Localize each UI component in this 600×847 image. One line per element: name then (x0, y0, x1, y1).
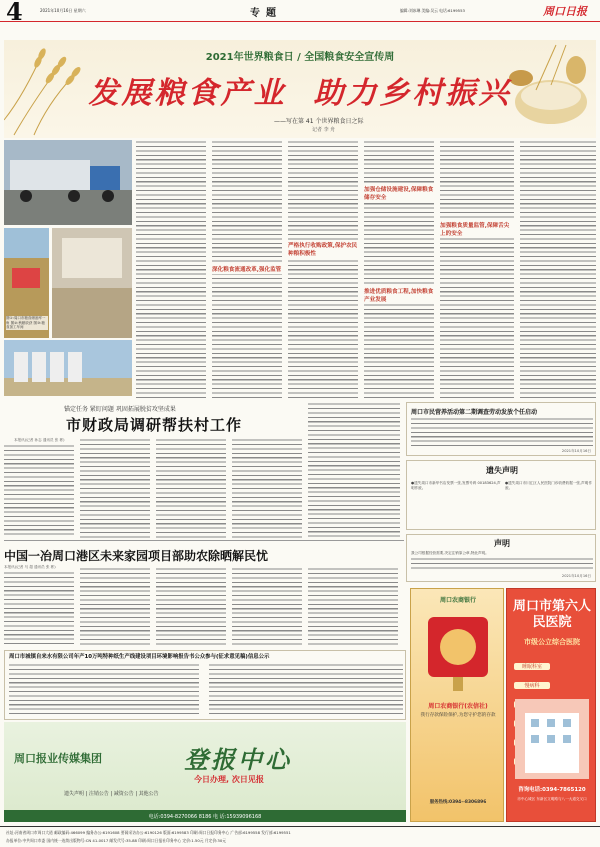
hospital-name: 周口市第六人民医院 (512, 599, 591, 630)
feature-subhead: 加强粮食质量监管,保障舌尖上的安全 (440, 220, 514, 238)
article-body-col (4, 444, 74, 538)
article-body-col (156, 438, 226, 538)
hospital-building-illustration (515, 699, 589, 779)
feature-body (136, 140, 596, 398)
feature-subhead: 深化粮食流通改革,强化监管 (212, 264, 282, 274)
ad-title: 登报中心 (184, 745, 292, 774)
feature-tagline: 2021年世界粮食日 / 全国粮食安全宣传周 (205, 52, 395, 63)
notice-item: ●遗失周口市新华书店发票一张,发票号码 00183624,声明作废。 (411, 481, 501, 490)
feature-photo-column (4, 140, 132, 398)
feature-banner (4, 40, 596, 138)
notice-title: 声明 (494, 539, 510, 548)
lantern-illustration (423, 607, 493, 697)
bank-ad (410, 588, 504, 822)
article-byline: 本报讯(记者 马 超 通讯员 张 彬) (4, 565, 56, 569)
notice-title: 周口市民营养活动第二期调查劳动发放个任启动 (411, 409, 538, 416)
service-badge: 睡眠科室 (514, 663, 550, 670)
feature-subhead: 加强仓储设施建设,保障粮食储存安全 (364, 184, 434, 202)
notice-declaration (406, 534, 596, 582)
notice-loss-statement (406, 460, 596, 530)
article-harbor-project (4, 540, 404, 648)
article-body-col (80, 567, 150, 645)
paper-logo: 周口日报 (543, 5, 587, 18)
feature-body-col-5 (440, 140, 514, 398)
notice-body (209, 663, 403, 717)
feature-subhead: 推进优质粮食工程,加快粮食产业发展 (364, 286, 434, 304)
notice-date: 2021年10月16日 (561, 574, 591, 578)
feature-subhead: 严格执行收购政策,保护农民种粮积极性 (288, 240, 358, 258)
article-body-col (232, 438, 302, 538)
notice-body-lines (411, 557, 593, 571)
bank-phone: 服务热线:0394--8306896 (429, 800, 487, 805)
page-number: 4 (6, 0, 23, 26)
article-continuation-col (308, 402, 400, 538)
feature-body-col-1 (136, 140, 206, 398)
silo-photo (4, 340, 132, 396)
article-body-col (232, 567, 302, 645)
hospital-address: 市中心城区 东新区文明路与八一大道交叉口 (517, 797, 587, 801)
bank-logo: 周口农商银行 (439, 597, 476, 604)
notice-item: ●遗失周口市川汇区人民医院门诊收费收据一张,声明作废。 (505, 481, 592, 490)
ad-group: 周口报业传媒集团 (14, 752, 102, 765)
footer-line: 社址:河南省周口市周口大道 邮政编码:466099 编务办公:6191608 要闻采访办公:6190126 版面:6199583 印刷:周口日报印务中心 广告部:6199558 发行部:6199551 (6, 830, 291, 835)
notice-title: 遗失声明 (486, 466, 518, 475)
ad-center-banner (4, 722, 406, 822)
section-label: 专题 (250, 8, 282, 19)
ad-services: 遗失声明 | 注销公告 | 减资公告 | 其他公告 (64, 791, 159, 797)
ad-slogan: 今日办理, 次日见报 (194, 775, 264, 784)
hospital-phone: 咨询电话:0394-7865120 (518, 787, 586, 793)
service-badge: 慢病科 (514, 682, 550, 689)
feature-byline: 记者 李 舟 (312, 127, 336, 133)
hospital-subtitle: 市级公立综合医院 (524, 638, 580, 646)
environment-notice (4, 650, 406, 720)
article-kicker: 锚定任务 紧盯问题 巩固拓展脱贫攻坚成果 (64, 406, 176, 413)
feature-body-col-4 (364, 140, 434, 398)
feature-body-col-6 (520, 140, 596, 398)
feature-body-col-3 (288, 140, 358, 398)
notice-nutrition-survey (406, 402, 596, 456)
article-body-col (156, 567, 226, 645)
granary-interior-photo (52, 228, 132, 338)
hospital-ad (506, 588, 596, 822)
bank-title: 周口农商银行(农信社) (428, 703, 488, 710)
notice-date: 2021年10月16日 (561, 449, 591, 453)
notice-title: 周口市城镇自来水有限公司年产10万吨特种纸生产线建设项目环境影响报告书公众参与(征求意见稿)信息公示 (9, 654, 270, 660)
article-body-col (4, 571, 74, 645)
page-footer (0, 826, 600, 847)
notice-body (9, 663, 199, 717)
article-headline: 中国一冶周口港区未来家园项目部助农除晒解民忧 (4, 549, 269, 563)
notice-body (411, 417, 593, 447)
ad-phone: 电话:0394-8270066 8186 电 话:15939096168 (4, 810, 406, 822)
article-body-col (308, 567, 398, 645)
bank-slogan: 我行存款保险保护,为您守护您的存款 (420, 713, 496, 718)
footer-line: 办报单位:中共周口市委 国内统一连续出版物号:CN 41-0017 邮发代号:35-88 印刷:周口日报社印务中心 定价:1.50元 月定价:30元 (6, 838, 227, 843)
notice-body: 我公司根据经营需要,决定注销原公章,特此声明。 (411, 551, 489, 555)
article-finance-bureau (4, 402, 304, 540)
page-header (0, 0, 600, 26)
photo-caption: 图①:周口市粮食储备库一角 图②:秋粮收获 图③:粮食加工车间 (6, 316, 48, 330)
feature-headline: 发展粮食产业 助力乡村振兴 (88, 76, 512, 111)
feature-subline: ——写在第 41 个世界粮食日之际 (274, 118, 364, 125)
grain-truck-photo (4, 140, 132, 225)
editor-line: 编辑:刘冰琳 美编:吴云 电话:6199553 (400, 8, 465, 13)
article-headline: 市财政局调研帮扶村工作 (65, 416, 242, 434)
page-date: 2021年10月16日 星期六 (40, 8, 86, 13)
article-body-col (80, 438, 150, 538)
article-byline: 本报讯(记者 孙志 通讯员 张 彬) (14, 438, 65, 442)
